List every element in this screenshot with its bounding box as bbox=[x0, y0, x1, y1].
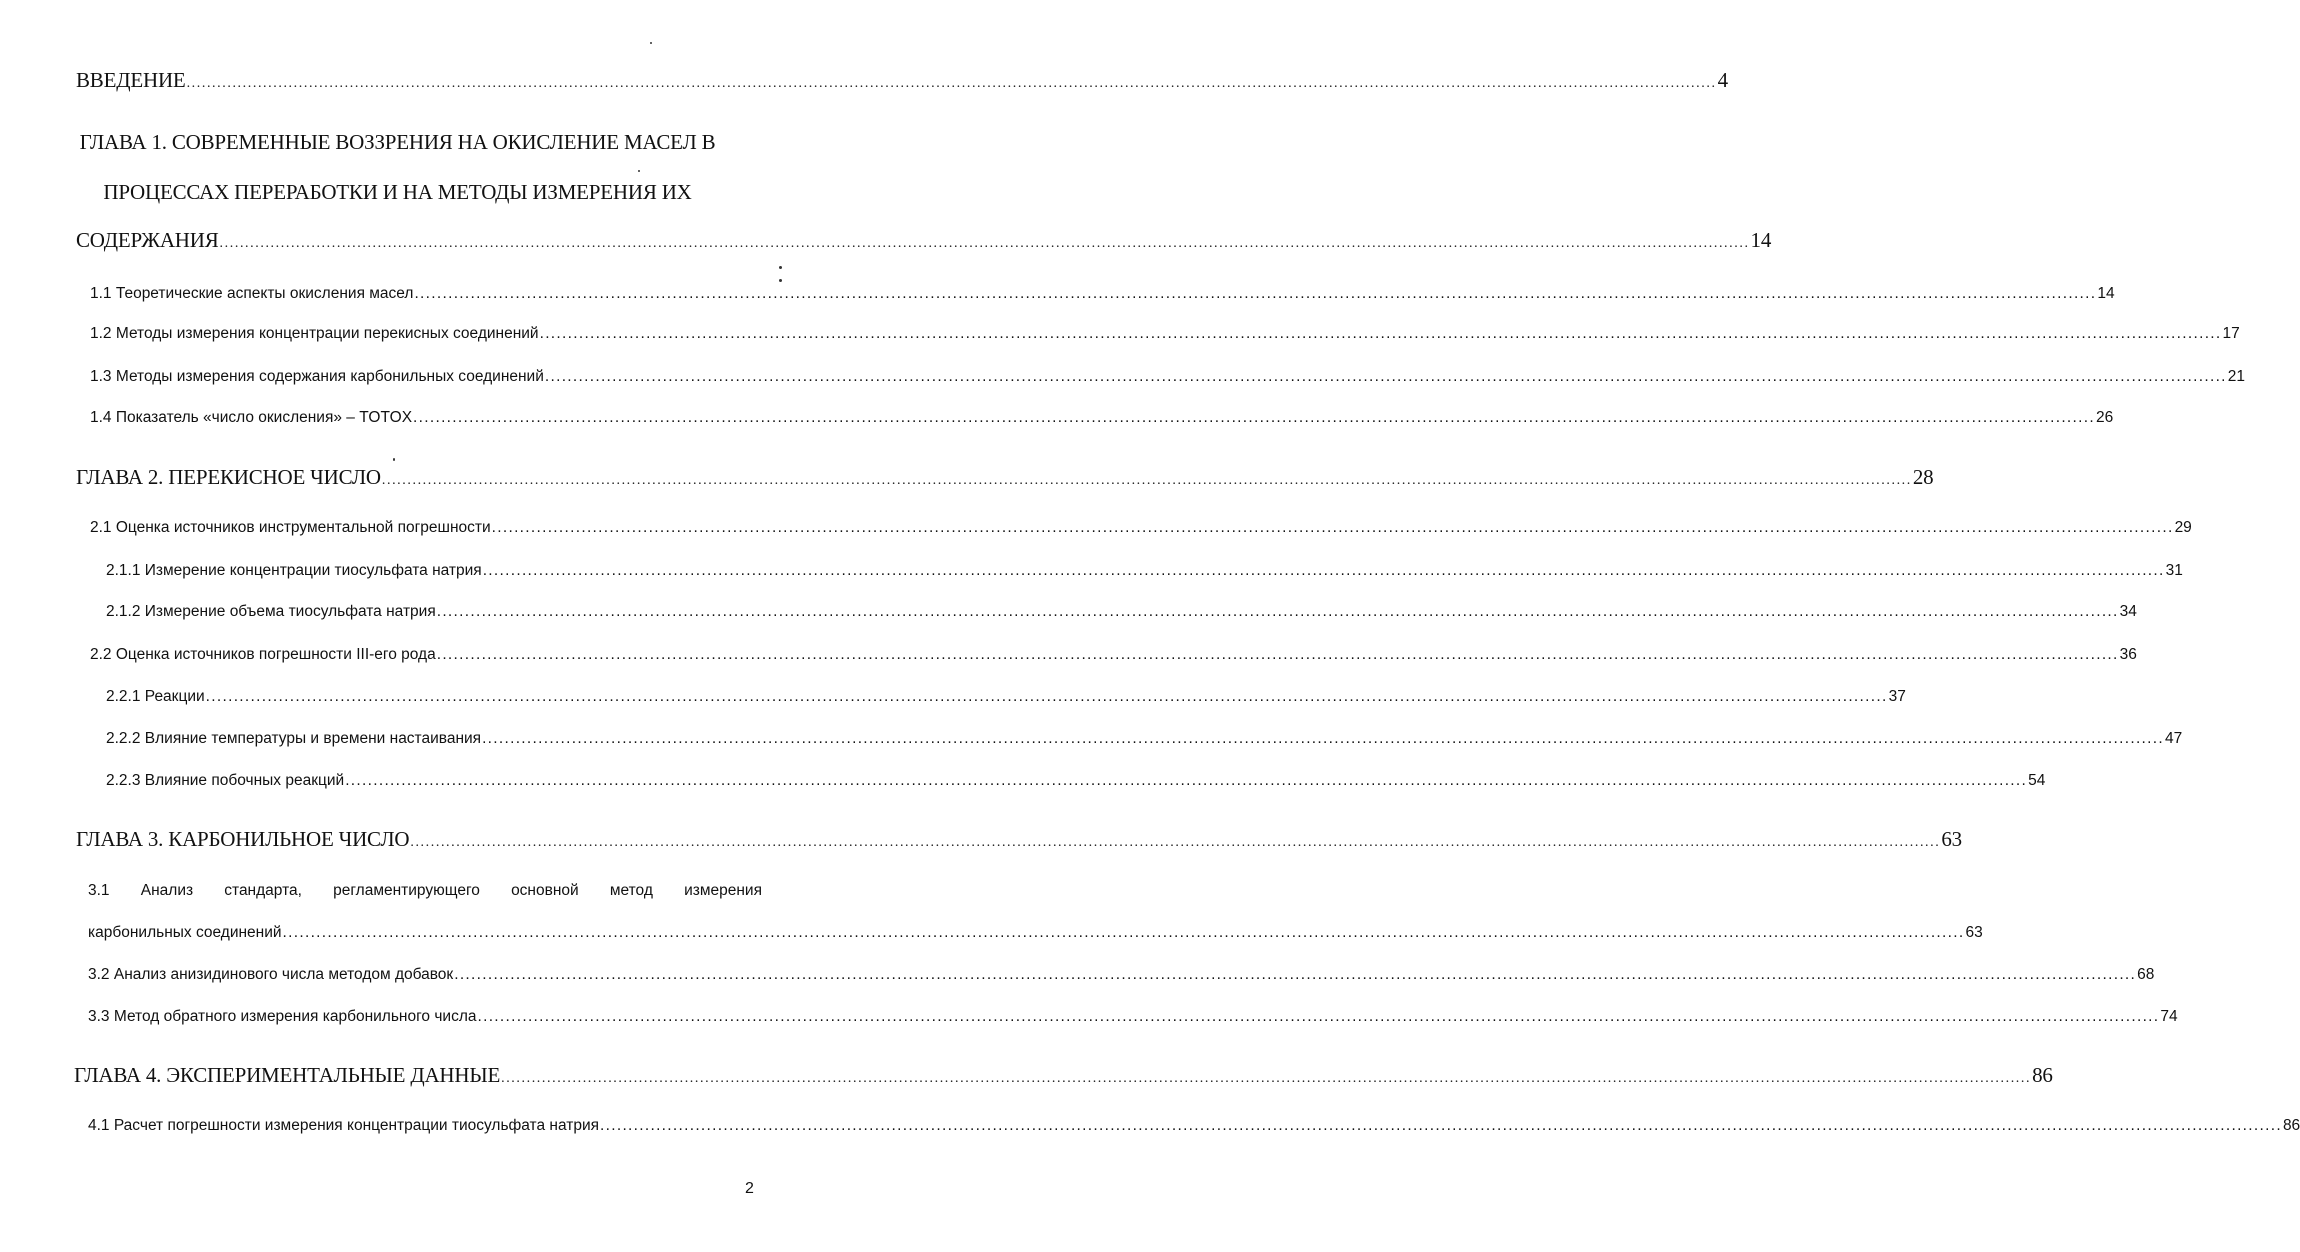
toc-entry-label: 2.1 Оценка источников инструментальной погрешности bbox=[90, 519, 491, 536]
toc-leader-dots: ............................................................................................................................................................................................................................................................................................................ bbox=[381, 473, 1912, 488]
toc-leader-dots: ............................................................................................................................................................................................................................................................................................................ bbox=[413, 409, 2095, 426]
toc-entry-page: 86 bbox=[2032, 1063, 2053, 1087]
toc-entry-page: 17 bbox=[2222, 325, 2240, 342]
toc-word: Анализ bbox=[140, 882, 194, 899]
toc-entry-2-1-2 bbox=[106, 603, 2137, 621]
toc-entry-page: 37 bbox=[1888, 688, 1906, 705]
toc-entry-label: 4.1 Расчет погрешности измерения концентрации тиосульфата натрия bbox=[88, 1117, 600, 1134]
toc-entry-page: 14 bbox=[1750, 228, 1772, 252]
chapter-1-heading-line-1: ГЛАВА 1. СОВРЕМЕННЫЕ ВОЗЗРЕНИЯ НА ОКИСЛЕНИЕ МАСЕЛ В bbox=[79, 130, 716, 154]
scan-speck bbox=[779, 279, 782, 282]
scan-speck bbox=[393, 458, 395, 461]
toc-entry-intro bbox=[76, 68, 1728, 93]
page-number: 2 bbox=[745, 1180, 754, 1197]
toc-entry-label: карбонильных соединений bbox=[88, 924, 282, 941]
toc-leader-dots: ............................................................................................................................................................................................................................................................................................................ bbox=[436, 646, 2119, 663]
toc-entry-2-2-2 bbox=[106, 730, 2183, 748]
toc-word: стандарта, bbox=[224, 882, 302, 899]
toc-entry-3-2 bbox=[88, 966, 2155, 984]
toc-entry-label: 2.1.2 Измерение объема тиосульфата натрия bbox=[106, 603, 436, 620]
toc-entry-label: 1.4 Показатель «число окисления» – TOTOX bbox=[90, 409, 413, 426]
toc-entry-page: 68 bbox=[2137, 966, 2155, 983]
toc-entry-label: 2.2 Оценка источников погрешности III-его рода bbox=[90, 646, 436, 663]
toc-entry-page: 74 bbox=[2160, 1008, 2178, 1025]
toc-entry-page: 63 bbox=[1941, 827, 1962, 851]
toc-entry-3-3 bbox=[88, 1008, 2178, 1026]
toc-leader-dots: ............................................................................................................................................................................................................................................................................................................ bbox=[205, 688, 1888, 705]
toc-leader-dots: ............................................................................................................................................................................................................................................................................................................ bbox=[414, 285, 2097, 302]
toc-entry-label: ГЛАВА 2. ПЕРЕКИСНОЕ ЧИСЛО bbox=[76, 465, 381, 489]
toc-entry-label: ВВЕДЕНИЕ bbox=[76, 68, 186, 92]
toc-leader-dots: ............................................................................................................................................................................................................................................................................................................ bbox=[539, 325, 2222, 342]
toc-word: измерения bbox=[684, 882, 762, 899]
toc-entry-3-1-line-2 bbox=[88, 924, 1983, 942]
toc-entry-label: 2.1.1 Измерение концентрации тиосульфата натрия bbox=[106, 562, 482, 579]
scan-speck bbox=[638, 170, 640, 172]
toc-leader-dots: ............................................................................................................................................................................................................................................................................................................ bbox=[436, 603, 2119, 620]
toc-entry-label: 2.2.2 Влияние температуры и времени настаивания bbox=[106, 730, 482, 747]
toc-leader-dots: ............................................................................................................................................................................................................................................................................................................ bbox=[282, 924, 1965, 941]
toc-leader-dots: ............................................................................................................................................................................................................................................................................................................ bbox=[544, 368, 2227, 385]
toc-entry-2-2-1 bbox=[106, 688, 1906, 706]
toc-entry-page: 29 bbox=[2174, 519, 2192, 536]
toc-leader-dots: ............................................................................................................................................................................................................................................................................................................ bbox=[482, 562, 2165, 579]
toc-word: основной bbox=[511, 882, 579, 899]
chapter-1-heading-line-2: ПРОЦЕССАХ ПЕРЕРАБОТКИ И НА МЕТОДЫ ИЗМЕРЕНИЯ ИХ bbox=[103, 180, 692, 204]
toc-leader-dots: ............................................................................................................................................................................................................................................................................................................ bbox=[345, 772, 2028, 789]
toc-entry-label: ГЛАВА 4. ЭКСПЕРИМЕНТАЛЬНЫЕ ДАННЫЕ bbox=[74, 1063, 501, 1087]
toc-entry-chapter-2 bbox=[76, 465, 1934, 490]
toc-entry-2-2 bbox=[90, 646, 2137, 664]
toc-entry-1-1 bbox=[90, 285, 2115, 303]
scan-speck bbox=[650, 42, 652, 44]
toc-entry-page: 31 bbox=[2165, 562, 2183, 579]
toc-entry-label: 2.2.1 Реакции bbox=[106, 688, 205, 705]
toc-entry-label: ГЛАВА 3. КАРБОНИЛЬНОЕ ЧИСЛО bbox=[76, 827, 410, 851]
toc-entry-page: 14 bbox=[2097, 285, 2115, 302]
toc-leader-dots: ............................................................................................................................................................................................................................................................................................................ bbox=[186, 76, 1717, 91]
toc-entry-2-1-1 bbox=[106, 562, 2183, 580]
toc-leader-dots: ............................................................................................................................................................................................................................................................................................................ bbox=[219, 236, 1750, 251]
toc-entry-page: 26 bbox=[2095, 409, 2114, 426]
toc-leader-dots: ............................................................................................................................................................................................................................................................................................................ bbox=[454, 966, 2137, 983]
toc-leader-dots: ............................................................................................................................................................................................................................................................................................................ bbox=[491, 519, 2174, 536]
toc-entry-page: 28 bbox=[1912, 465, 1934, 489]
toc-entry-chapter-4 bbox=[74, 1063, 2053, 1088]
toc-leader-dots: ............................................................................................................................................................................................................................................................................................................ bbox=[482, 730, 2164, 747]
toc-entry-label: 1.1 Теоретические аспекты окисления масел bbox=[90, 285, 414, 302]
scan-speck bbox=[779, 266, 782, 269]
toc-entry-label: 3.2 Анализ анизидинового числа методом добавок bbox=[88, 966, 454, 983]
toc-entry-2-1 bbox=[90, 519, 2192, 537]
toc-entry-page: 21 bbox=[2227, 368, 2246, 385]
toc-entry-label: 1.2 Методы измерения концентрации перекисных соединений bbox=[90, 325, 539, 342]
toc-entry-label: СОДЕРЖАНИЯ bbox=[76, 228, 219, 252]
toc-entry-3-1-line-1 bbox=[88, 882, 762, 900]
toc-entry-1-2 bbox=[90, 325, 2240, 343]
toc-entry-page: 34 bbox=[2119, 603, 2137, 620]
toc-word: 3.1 bbox=[88, 882, 110, 899]
toc-word: регламентирующего bbox=[333, 882, 480, 899]
toc-entry-page: 54 bbox=[2028, 772, 2046, 789]
toc-entry-page: 36 bbox=[2119, 646, 2137, 663]
toc-leader-dots: ............................................................................................................................................................................................................................................................................................................ bbox=[600, 1117, 2282, 1134]
toc-entry-1-4 bbox=[90, 409, 2114, 427]
toc-entry-4-1 bbox=[88, 1117, 2300, 1135]
toc-entry-label: 1.3 Методы измерения содержания карбонильных соединений bbox=[90, 368, 544, 385]
toc-word: метод bbox=[609, 882, 653, 899]
toc-entry-page: 86 bbox=[2282, 1117, 2300, 1134]
toc-entry-1-3 bbox=[90, 368, 2246, 386]
toc-entry-page: 4 bbox=[1717, 68, 1728, 92]
toc-entry-chapter-3 bbox=[76, 827, 1962, 852]
toc-leader-dots: ............................................................................................................................................................................................................................................................................................................ bbox=[501, 1071, 2032, 1086]
toc-leader-dots: ............................................................................................................................................................................................................................................................................................................ bbox=[410, 835, 1941, 850]
toc-entry-chapter-1 bbox=[76, 228, 1772, 253]
toc-leader-dots: ............................................................................................................................................................................................................................................................................................................ bbox=[477, 1008, 2160, 1025]
toc-entry-label: 2.2.3 Влияние побочных реакций bbox=[106, 772, 345, 789]
toc-entry-2-2-3 bbox=[106, 772, 2046, 790]
toc-entry-page: 63 bbox=[1965, 924, 1983, 941]
toc-entry-page: 47 bbox=[2164, 730, 2183, 747]
toc-entry-label: 3.3 Метод обратного измерения карбонильного числа bbox=[88, 1008, 477, 1025]
